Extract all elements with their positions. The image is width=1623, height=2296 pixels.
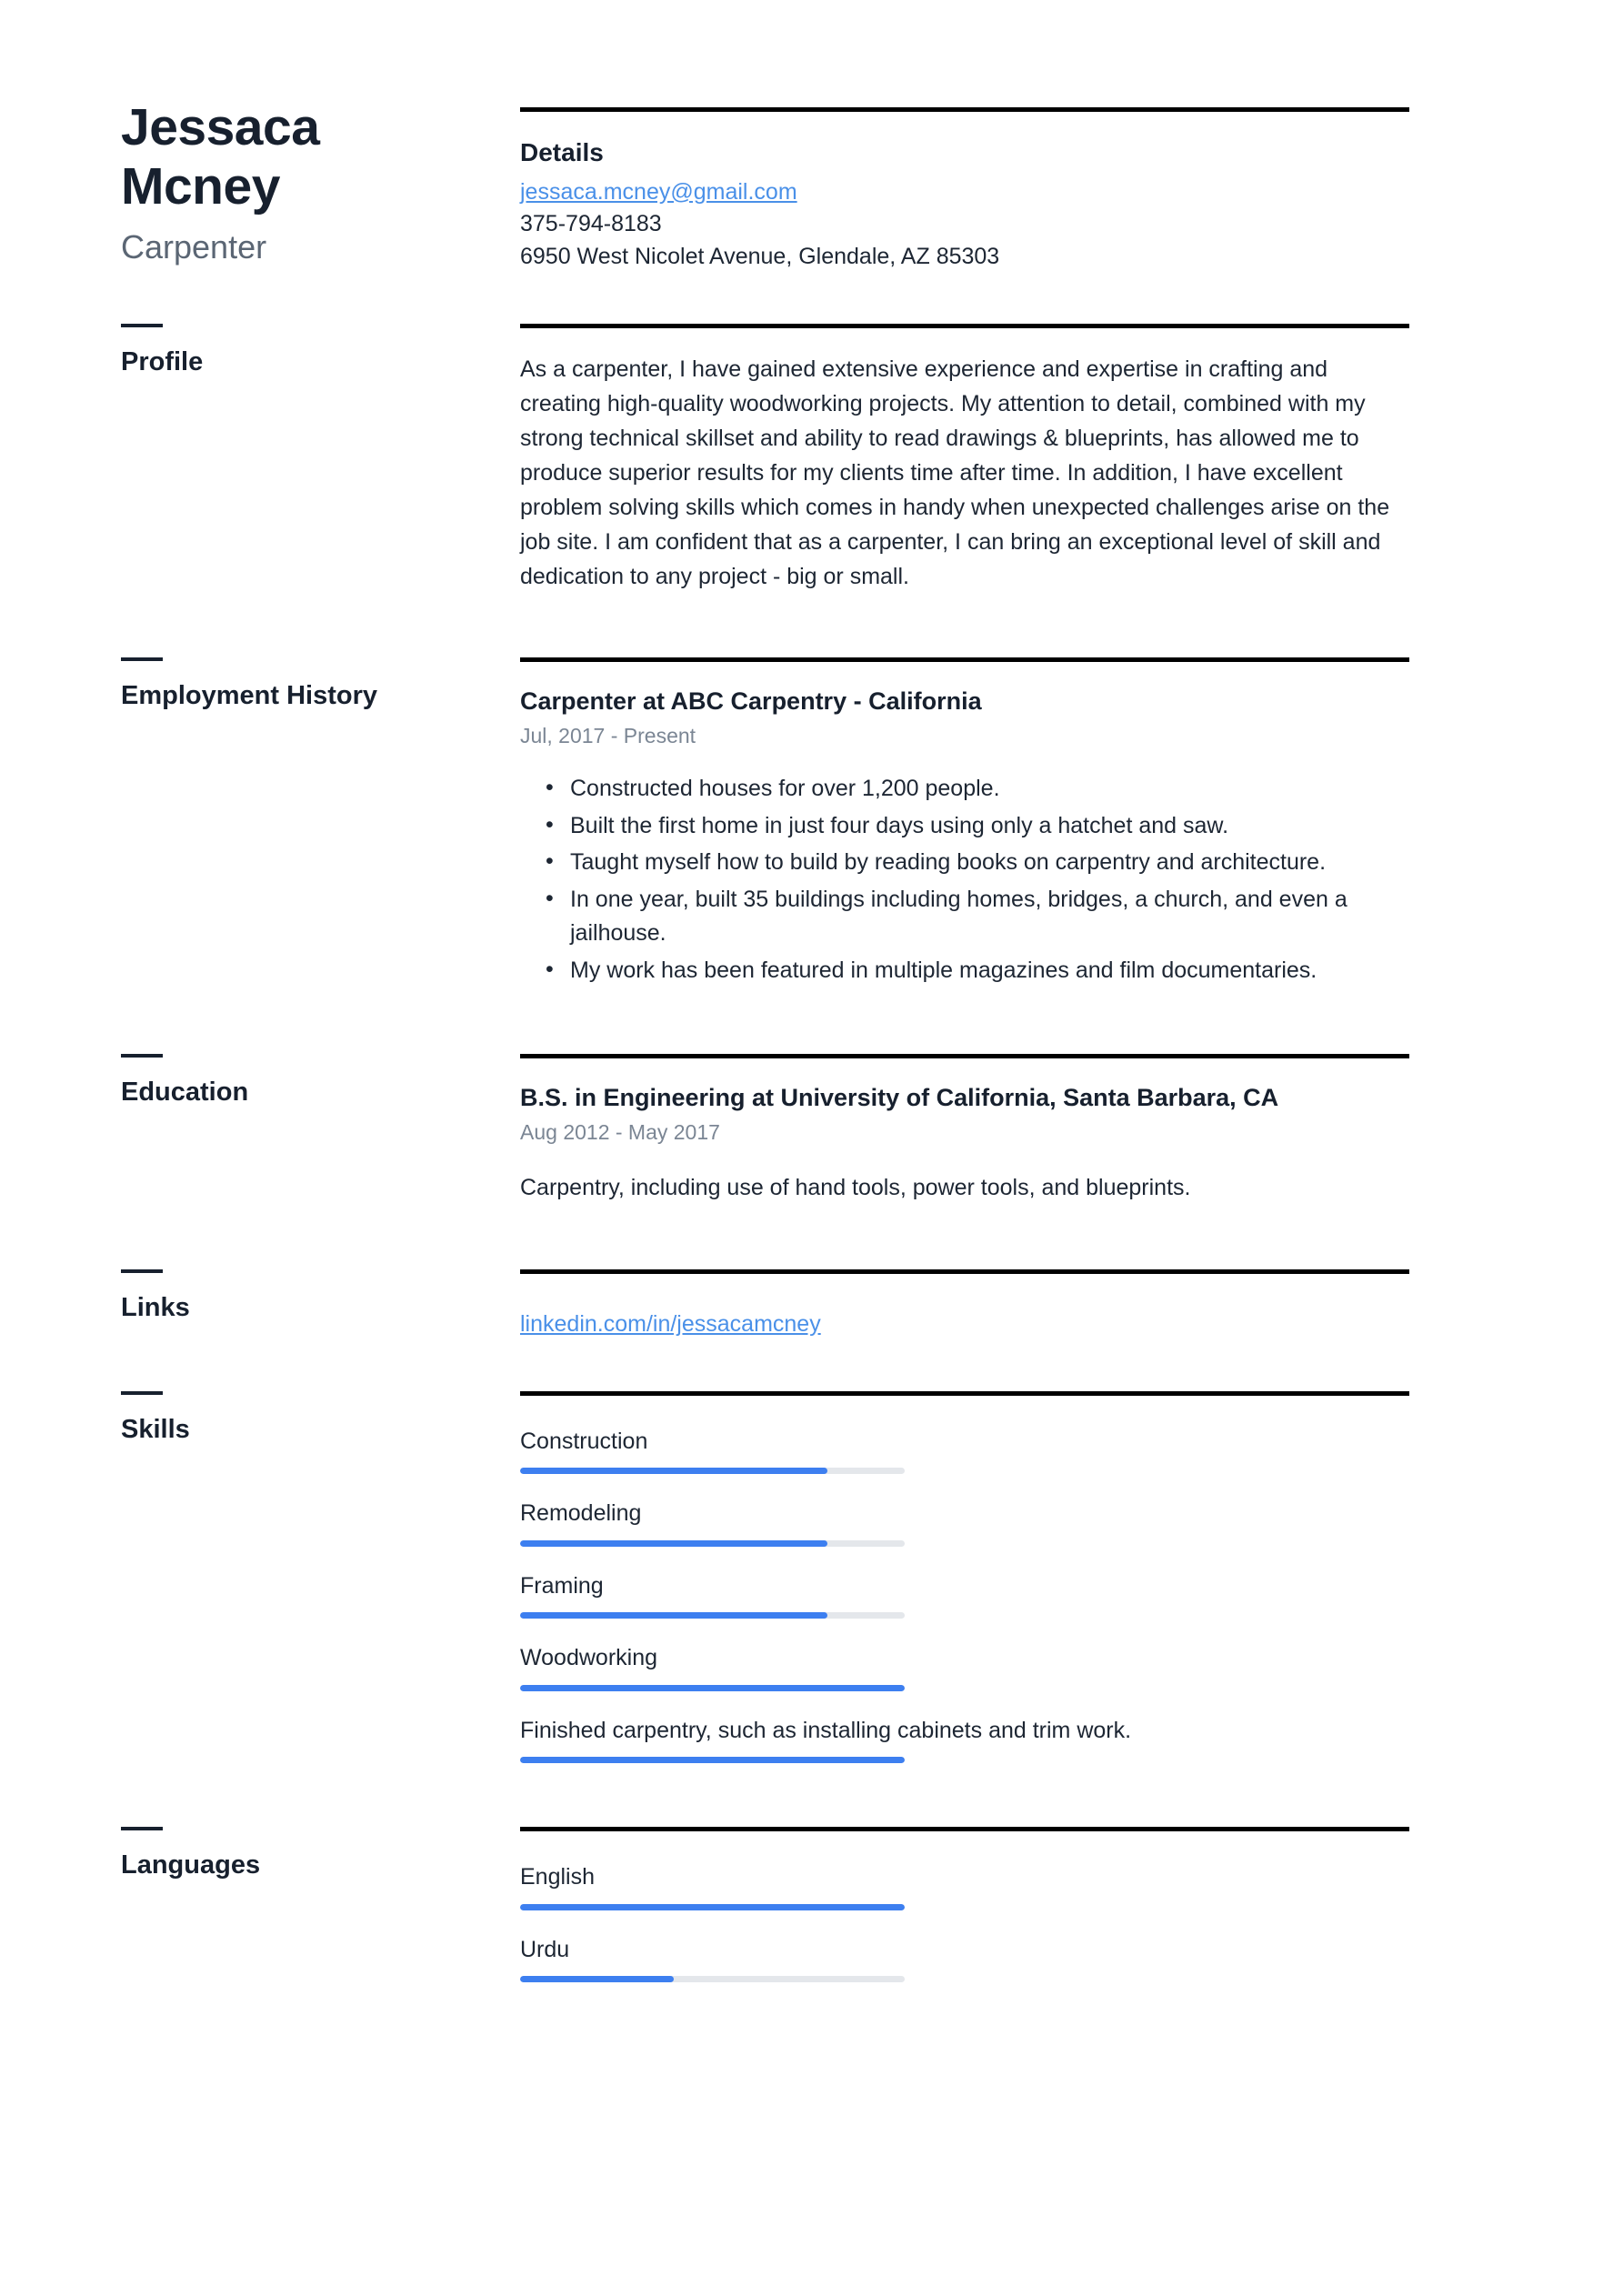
skill-name: Remodeling <box>520 1500 642 1527</box>
sidebar-rule <box>121 657 163 661</box>
skills-label: Skills <box>121 1414 190 1444</box>
candidate-job-title: Carpenter <box>121 227 267 266</box>
employment-content <box>520 657 1623 990</box>
languages-bar-list <box>520 1831 1529 1982</box>
links-content <box>520 1269 1623 1340</box>
email-link[interactable]: jessaca.mcney@gmail.com <box>520 178 797 205</box>
degree-description: Carpentry, including use of hand tools, power tools, and blueprints. <box>520 1175 1191 1201</box>
profile-sidebar <box>0 324 520 378</box>
skill-name: Finished carpentry, such as installing cabinets and trim work. <box>520 1717 1132 1743</box>
linkedin-link[interactable]: linkedin.com/in/jessacamcney <box>520 1310 821 1337</box>
language-row <box>520 1935 1529 1983</box>
languages-content <box>520 1827 1623 1982</box>
links-sidebar <box>0 1269 520 1324</box>
skills-section <box>0 1391 1623 1764</box>
sidebar-rule <box>121 1827 163 1830</box>
skill-level-track <box>520 1612 905 1619</box>
link-row <box>520 1308 1529 1340</box>
profile-label: Profile <box>121 347 204 377</box>
language-name: Urdu <box>520 1936 570 1962</box>
skills-sidebar <box>0 1391 520 1446</box>
skill-row <box>520 1643 1529 1691</box>
education-sidebar <box>0 1054 520 1108</box>
details-section <box>520 0 1623 273</box>
employment-label: Employment History <box>121 681 377 711</box>
degree-date: Aug 2012 - May 2017 <box>520 1120 720 1145</box>
skills-bar-list <box>520 1396 1529 1764</box>
sidebar-rule <box>121 1391 163 1395</box>
sidebar-rule <box>121 324 163 327</box>
skill-name: Woodworking <box>520 1645 658 1671</box>
skill-row <box>520 1571 1529 1619</box>
sidebar-rule <box>121 1269 163 1273</box>
list-item: • Built the first home in just four days using only a hatchet and saw. <box>570 809 1407 844</box>
language-level-fill <box>520 1976 674 1982</box>
list-item: • My work has been featured in multiple magazines and film documentaries. <box>570 954 1407 988</box>
skills-content <box>520 1391 1623 1764</box>
job-title: Carpenter at ABC Carpentry - California <box>520 687 982 716</box>
language-row <box>520 1862 1529 1910</box>
skill-level-fill <box>520 1685 905 1691</box>
education-label: Education <box>121 1078 249 1108</box>
language-level-track <box>520 1904 905 1910</box>
details-body <box>520 112 1529 273</box>
skill-level-track <box>520 1540 905 1547</box>
skill-row <box>520 1499 1529 1547</box>
profile-content <box>520 324 1623 594</box>
profile-section <box>0 324 1623 594</box>
education-content <box>520 1054 1623 1205</box>
skill-name: Construction <box>520 1428 648 1454</box>
degree-title: B.S. in Engineering at University of California, Santa Barbara, CA <box>520 1084 1279 1112</box>
education-section <box>0 1054 1623 1205</box>
resume-header <box>0 0 1623 273</box>
employment-entry <box>520 686 1529 988</box>
job-date: Jul, 2017 - Present <box>520 724 696 748</box>
skill-level-fill <box>520 1540 827 1547</box>
links-label: Links <box>121 1292 190 1322</box>
profile-text: As a carpenter, I have gained extensive experience and expertise in crafting and creating high-quality woodworking projects. My attention to detail, combined with my strong technical skillset and ability to read drawings & blueprints, has allowed me to produce superior results for my clients time after time. In addition, I have excellent problem solving skills which comes in handy when unexpected challenges arise on the job site. I am confident that as a carpenter, I can bring an exceptional level of skill and dedication to any project - big or small. <box>520 356 1390 590</box>
skill-row <box>520 1427 1529 1475</box>
languages-label: Languages <box>121 1850 261 1880</box>
candidate-name: Jessaca Mcney <box>121 98 320 216</box>
details-phone: 375-794-8183 <box>520 211 662 237</box>
list-item: • Taught myself how to build by reading books on carpentry and architecture. <box>570 846 1407 880</box>
list-item: • Constructed houses for over 1,200 people. <box>570 772 1407 807</box>
skill-level-track <box>520 1685 905 1691</box>
skill-level-track <box>520 1468 905 1474</box>
skill-level-fill <box>520 1612 827 1619</box>
sidebar-rule <box>121 1054 163 1058</box>
skill-row <box>520 1716 1529 1764</box>
skill-level-fill <box>520 1757 905 1763</box>
employment-sidebar <box>0 657 520 712</box>
list-item: • In one year, built 35 buildings including homes, bridges, a church, and even a jailhouse. <box>570 883 1407 951</box>
education-entry <box>520 1082 1529 1205</box>
job-bullet-list <box>520 772 1529 988</box>
links-section <box>0 1269 1623 1340</box>
skill-level-track <box>520 1757 905 1763</box>
skill-name: Framing <box>520 1572 604 1599</box>
language-name: English <box>520 1864 595 1890</box>
employment-section <box>0 657 1623 990</box>
details-email-row <box>520 176 1529 209</box>
details-heading: Details <box>520 138 604 166</box>
language-level-track <box>520 1976 905 1982</box>
languages-section <box>0 1827 1623 1982</box>
languages-sidebar <box>0 1827 520 1881</box>
skill-level-fill <box>520 1468 827 1474</box>
identity-block <box>0 0 520 266</box>
details-address: 6950 West Nicolet Avenue, Glendale, AZ 85303 <box>520 243 1000 269</box>
language-level-fill <box>520 1904 905 1910</box>
